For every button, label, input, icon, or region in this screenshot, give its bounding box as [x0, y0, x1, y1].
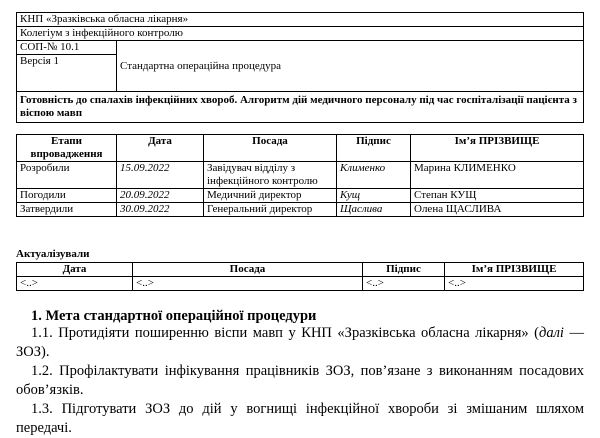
sop-title: Готовність до спалахів інфекційних хвороб. Алгоритм дій медичного персоналу під час госпіталізації пацієнта з віспою мавп	[17, 92, 584, 123]
stage: Погодили	[17, 189, 117, 203]
table-row	[17, 277, 584, 291]
paragraph-1-1	[16, 324, 584, 362]
col-name: Ім’я ПРІЗВИЩЕ	[445, 263, 584, 277]
p1-main: 1.1. Протидіяти поширенню віспи мавп у КНП «Зразківська обласна лікарня» (	[31, 325, 540, 341]
doc-type: Стандартна операційна процедура	[117, 41, 584, 92]
person-name: Степан КУЩ	[411, 189, 584, 203]
col-date: Дата	[117, 135, 204, 162]
table-row	[17, 162, 584, 189]
col-signature: Підпис	[337, 135, 411, 162]
col-name: Ім’я ПРІЗВИЩЕ	[411, 135, 584, 162]
stage: Затвердили	[17, 203, 117, 217]
approvals-table	[16, 134, 584, 217]
p1-italic: далі	[539, 325, 564, 341]
updates-table	[16, 262, 584, 291]
table-row	[17, 203, 584, 217]
person-name: Олена ЩАСЛИВА	[411, 203, 584, 217]
person-name: <..>	[445, 277, 584, 291]
paragraph-1-3: 1.3. Підготувати ЗОЗ до дій у вогнищі інфекційної хвороби зі змішаним шляхом передачі.	[16, 401, 584, 436]
date: <..>	[17, 277, 133, 291]
version: Версія 1	[17, 55, 117, 92]
sop-number: СОП-№ 10.1	[17, 41, 117, 55]
org-name: КНП «Зразківська обласна лікарня»	[17, 13, 584, 27]
updates-label: Актуалізували	[16, 248, 90, 260]
col-date: Дата	[17, 263, 133, 277]
col-position: Посада	[204, 135, 337, 162]
col-position: Посада	[133, 263, 363, 277]
date: 30.09.2022	[117, 203, 204, 217]
stage: Розробили	[17, 162, 117, 189]
p1-end: — ЗОЗ).	[16, 325, 585, 360]
position: Генеральний директор	[204, 203, 337, 217]
col-stage: Етапи впровадження	[17, 135, 117, 162]
signature: Кущ	[337, 189, 411, 203]
position: <..>	[133, 277, 363, 291]
signature: Щаслива	[337, 203, 411, 217]
date: 20.09.2022	[117, 189, 204, 203]
signature: <..>	[363, 277, 445, 291]
col-signature: Підпис	[363, 263, 445, 277]
collegium-name: Колегіум з інфекційного контролю	[17, 27, 584, 41]
section-heading: 1. Мета стандартної операційної процедури	[31, 308, 317, 324]
date: 15.09.2022	[117, 162, 204, 189]
sop-header-table	[16, 12, 584, 123]
table-row	[17, 189, 584, 203]
paragraph-1-2: 1.2. Профілактувати інфікування працівників ЗОЗ, пов’язане з виконанням посадових обов’язків.	[16, 363, 584, 398]
position: Медичний директор	[204, 189, 337, 203]
signature: Клименко	[337, 162, 411, 189]
position: Завідувач відділу з інфекційного контролю	[204, 162, 337, 189]
person-name: Марина КЛИМЕНКО	[411, 162, 584, 189]
